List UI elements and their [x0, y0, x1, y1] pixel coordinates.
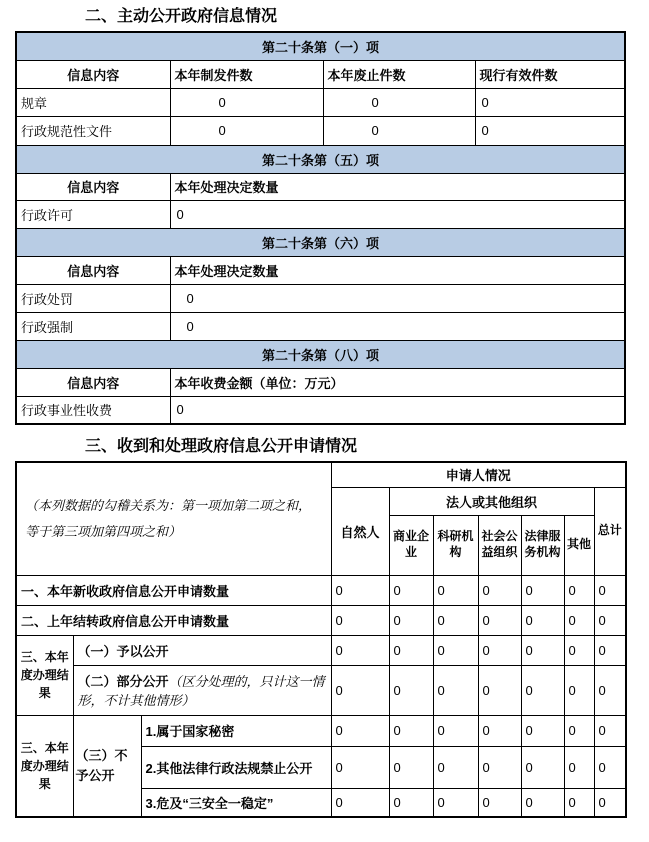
value-cell: 0	[331, 715, 389, 746]
column-header: 本年处理决定数量	[170, 173, 625, 200]
column-header: 信息内容	[16, 60, 170, 88]
value-cell: 0	[564, 635, 594, 665]
value-cell: 0	[564, 788, 594, 817]
value-cell: 0	[594, 715, 626, 746]
value-cell: 0	[433, 635, 478, 665]
partial-disclosure-note: （区分处理的，只计这一情形，不计其他情形）	[77, 674, 325, 708]
row-label: 一、本年新收政府信息公开申请数量	[16, 575, 331, 605]
natural-person-header: 自然人	[331, 487, 389, 575]
partial-disclosure-label: （二）部分公开	[77, 674, 169, 689]
value-cell: 0	[564, 605, 594, 635]
value-cell: 0	[521, 605, 564, 635]
value-cell: 0	[478, 605, 521, 635]
value-cell: 0	[433, 665, 478, 715]
value-cell: 0	[433, 788, 478, 817]
value-cell: 0	[478, 746, 521, 788]
value-cell: 0	[564, 665, 594, 715]
value-cell: 0	[564, 575, 594, 605]
value-cell: 0	[170, 312, 625, 340]
row-label: 2.其他法律行政法规禁止公开	[141, 746, 331, 788]
total-header: 总计	[594, 487, 626, 575]
legal-org-header: 法人或其他组织	[389, 487, 594, 515]
value-cell: 0	[594, 788, 626, 817]
value-cell: 0	[331, 635, 389, 665]
value-cell: 0	[170, 88, 323, 116]
org-type-header: 科研机构	[433, 515, 478, 575]
value-cell: 0	[521, 715, 564, 746]
value-cell: 0	[331, 746, 389, 788]
value-cell: 0	[475, 116, 625, 145]
value-cell: 0	[478, 665, 521, 715]
org-type-header: 商业企业	[389, 515, 433, 575]
value-cell: 0	[433, 746, 478, 788]
value-cell: 0	[564, 715, 594, 746]
article-20-1-header: 第二十条第（一）项	[16, 32, 625, 60]
refusal-label: （三）不予公开	[73, 715, 141, 817]
value-cell: 0	[521, 788, 564, 817]
section2-title: 二、主动公开政府信息情况	[85, 8, 278, 25]
value-cell: 0	[521, 635, 564, 665]
value-cell: 0	[389, 605, 433, 635]
value-cell: 0	[331, 605, 389, 635]
article-20-5-header: 第二十条第（五）项	[16, 145, 625, 173]
value-cell: 0	[331, 665, 389, 715]
value-cell: 0	[475, 88, 625, 116]
row-label: 1.属于国家秘密	[141, 715, 331, 746]
org-type-header: 法律服务机构	[521, 515, 564, 575]
column-header: 现行有效件数	[475, 60, 625, 88]
value-cell: 0	[323, 116, 475, 145]
row-label: 行政事业性收费	[16, 396, 170, 424]
section3-title: 三、收到和处理政府信息公开申请情况	[85, 438, 358, 455]
row-label: 3.危及“三安全一稳定”	[141, 788, 331, 817]
row-label: 行政处罚	[16, 284, 170, 312]
proactive-disclosure-table	[15, 31, 626, 425]
value-cell: 0	[594, 746, 626, 788]
value-cell: 0	[170, 284, 625, 312]
column-header: 信息内容	[16, 368, 170, 396]
yearly-results-group-label: 三、本年度办理结果	[16, 635, 73, 715]
value-cell: 0	[170, 116, 323, 145]
value-cell: 0	[389, 715, 433, 746]
value-cell: 0	[389, 635, 433, 665]
value-cell: 0	[323, 88, 475, 116]
value-cell: 0	[478, 715, 521, 746]
row-label: 行政许可	[16, 200, 170, 228]
column-header: 本年收费金额（单位：万元）	[170, 368, 625, 396]
value-cell: 0	[594, 665, 626, 715]
value-cell: 0	[521, 746, 564, 788]
value-cell: 0	[478, 575, 521, 605]
row-label	[73, 665, 331, 715]
value-cell: 0	[564, 746, 594, 788]
column-header: 本年废止件数	[323, 60, 475, 88]
value-cell: 0	[478, 788, 521, 817]
value-cell: 0	[594, 605, 626, 635]
yearly-results-group-label: 三、本年度办理结果	[16, 715, 73, 817]
value-cell: 0	[331, 575, 389, 605]
value-cell: 0	[389, 746, 433, 788]
column-header: 信息内容	[16, 173, 170, 200]
org-type-header: 其他	[564, 515, 594, 575]
value-cell: 0	[170, 396, 625, 424]
reconciliation-note: （本列数据的勾稽关系为：第一项加第二项之和，等于第三项加第四项之和）	[16, 462, 331, 575]
value-cell: 0	[389, 575, 433, 605]
applicant-header: 申请人情况	[331, 462, 626, 487]
value-cell: 0	[331, 788, 389, 817]
value-cell: 0	[478, 635, 521, 665]
application-handling-table	[15, 461, 627, 818]
article-20-8-header: 第二十条第（八）项	[16, 340, 625, 368]
value-cell: 0	[433, 605, 478, 635]
value-cell: 0	[389, 665, 433, 715]
value-cell: 0	[389, 788, 433, 817]
row-label: 行政规范性文件	[16, 116, 170, 145]
value-cell: 0	[433, 575, 478, 605]
row-label: （一）予以公开	[73, 635, 331, 665]
article-20-6-header: 第二十条第（六）项	[16, 228, 625, 256]
value-cell: 0	[170, 200, 625, 228]
value-cell: 0	[521, 665, 564, 715]
org-type-header: 社会公益组织	[478, 515, 521, 575]
row-label: 规章	[16, 88, 170, 116]
value-cell: 0	[594, 575, 626, 605]
value-cell: 0	[521, 575, 564, 605]
column-header: 本年处理决定数量	[170, 256, 625, 284]
column-header: 本年制发件数	[170, 60, 323, 88]
value-cell: 0	[594, 635, 626, 665]
row-label: 行政强制	[16, 312, 170, 340]
value-cell: 0	[433, 715, 478, 746]
column-header: 信息内容	[16, 256, 170, 284]
row-label: 二、上年结转政府信息公开申请数量	[16, 605, 331, 635]
